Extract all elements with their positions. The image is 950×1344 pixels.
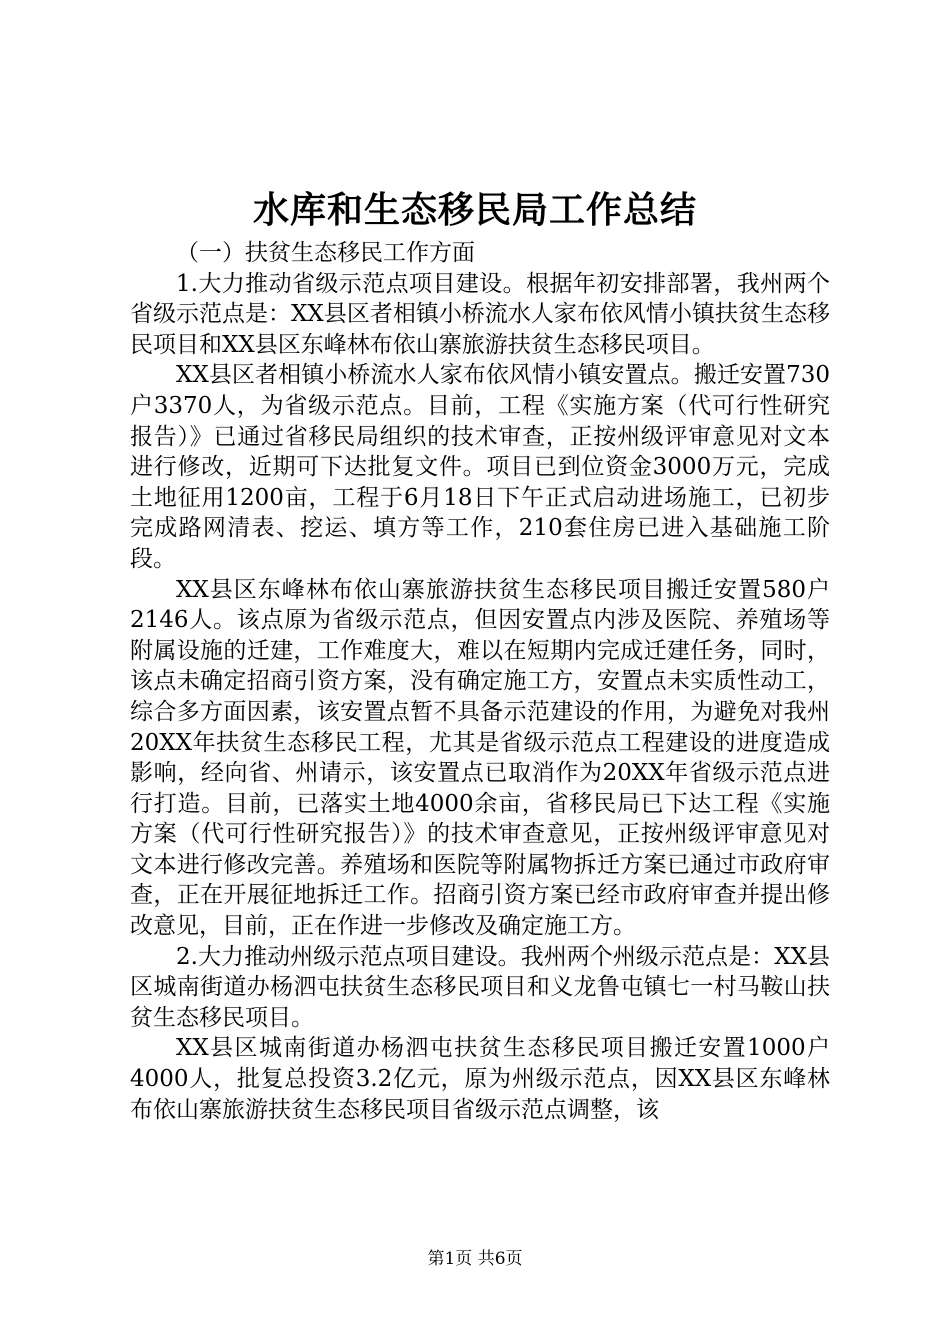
page-footer: 第1页 共6页	[427, 1249, 523, 1269]
paragraph: XX县区者相镇小桥流水人家布依风情小镇安置点。搬迁安置730户3370人，为省级示范点。目前，工程《实施方案（代可行性研究报告）》已通过省移民局组织的技术审查，正按州级评审意见对文本进行修改，近期可下达批复文件。项目已到位资金3000万元，完成土地征用1200亩，工程于6月18日下午正式启动进场施工，已初步完成路网清表、挖运、填方等工作，210套住房已进入基础施工阶段。	[130, 362, 830, 572]
paragraph: XX县区城南街道办杨泗屯扶贫生态移民项目搬迁安置1000户4000人，批复总投资3.2亿元，原为州级示范点，因XX县区东峰林布依山寨旅游扶贫生态移民项目省级示范点调整，该	[130, 1035, 830, 1123]
document-body	[130, 238, 830, 1125]
paragraph: XX县区东峰林布依山寨旅游扶贫生态移民项目搬迁安置580户2146人。该点原为省级示范点，但因安置点内涉及医院、养殖场等附属设施的迁建，工作难度大，难以在短期内完成迁建任务，同时，该点未确定招商引资方案，没有确定施工方，安置点未实质性动工，综合多方面因素，该安置点暂不具备示范建设的作用，为避免对我州20XX年扶贫生态移民工程，尤其是省级示范点工程建设的进度造成影响，经向省、州请示，该安置点已取消作为20XX年省级示范点进行打造。目前，已落实土地4000余亩，省移民局已下达工程《实施方案（代可行性研究报告）》的技术审查意见，正按州级评审意见对文本进行修改完善。养殖场和医院等附属物拆迁方案已通过市政府审查，正在开展征地拆迁工作。招商引资方案已经市政府审查并提出修改意见，目前，正在作进一步修改及确定施工方。	[130, 576, 830, 940]
document-title: 水库和生态移民局工作总结	[252, 189, 697, 231]
paragraph: 2.大力推动州级示范点项目建设。我州两个州级示范点是：XX县区城南街道办杨泗屯扶贫生态移民项目和义龙鲁屯镇七一村马鞍山扶贫生态移民项目。	[130, 943, 830, 1031]
paragraph: 1.大力推动省级示范点项目建设。根据年初安排部署，我州两个省级示范点是：XX县区者相镇小桥流水人家布依风情小镇扶贫生态移民项目和XX县区东峰林布依山寨旅游扶贫生态移民项目。	[130, 270, 830, 358]
section-heading: （一）扶贫生态移民工作方面	[176, 240, 475, 266]
